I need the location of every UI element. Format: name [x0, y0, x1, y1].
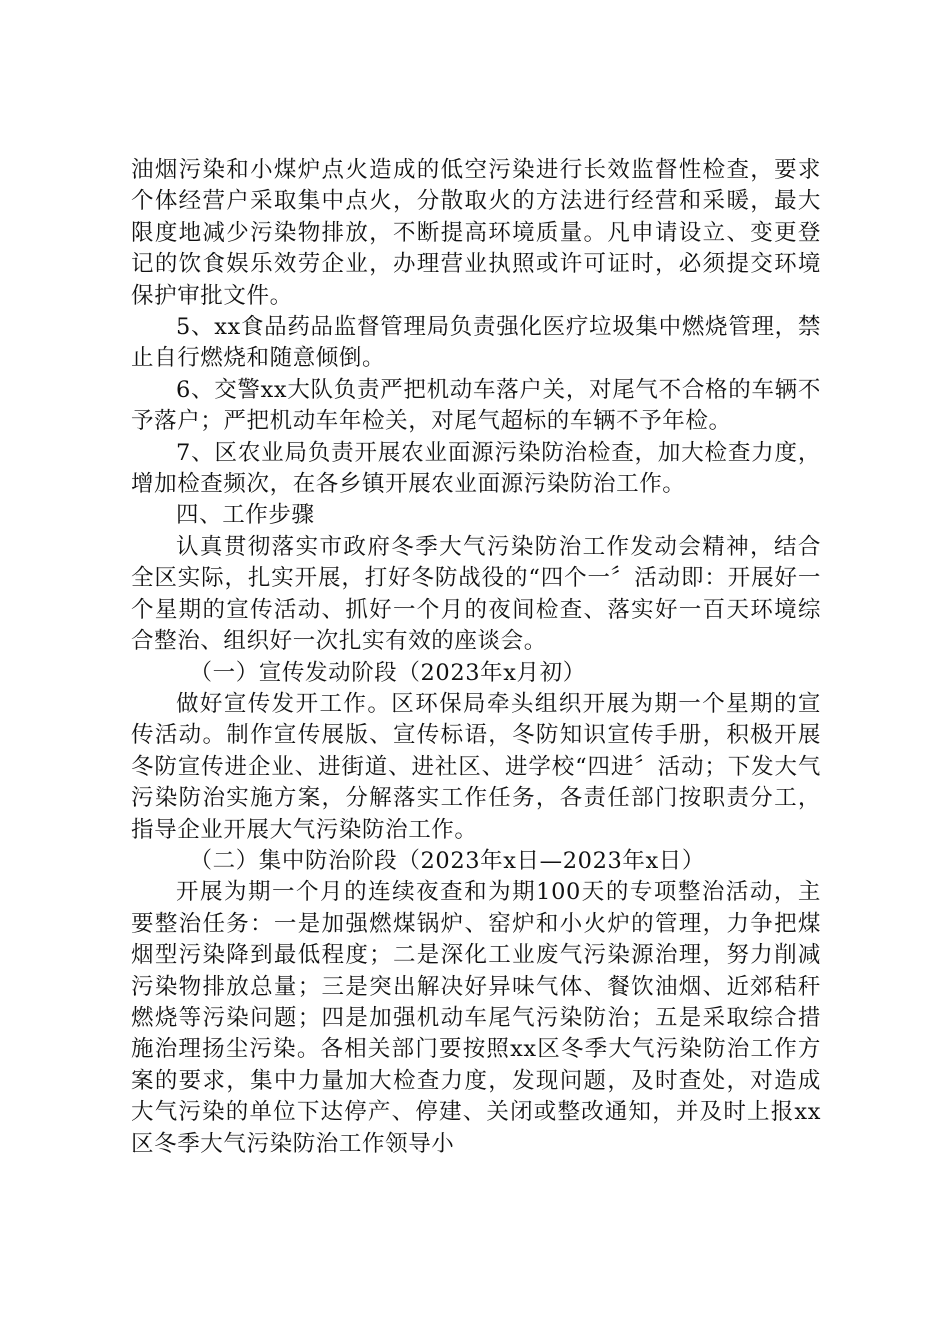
paragraph-work-steps: 认真贯彻落实市政府冬季大气污染防治工作发动会精神，结合全区实际，扎实开展，打好冬防战役的“四个一〞活动即：开展好一个星期的宣传活动、抓好一个月的夜间检查、落实好一百天环境综合整治、组织好一次扎实有效的座谈会。 — [131, 533, 821, 655]
paragraph-item-5: 5、xx食品药品监督管理局负责强化医疗垃圾集中燃烧管理，禁止自行燃烧和随意倾倒。 — [131, 314, 821, 372]
paragraph-item-7: 7、区农业局负责开展农业面源污染防治检查，加大检查力度，增加检查频次，在各乡镇开展农业面源污染防治工作。 — [131, 439, 821, 498]
paragraph-continuation: 油烟污染和小煤炉点火造成的低空污染进行长效监督性检查，要求个体经营户采取集中点火，分散取火的方法进行经营和采暖，最大限度地减少污染物排放，不断提高环境质量。凡申请设立、变更登记的饮食娱乐效劳企业，办理营业执照或许可证时，必须提交环境保护审批文件。 — [131, 157, 821, 309]
section-heading-work-steps: 四、工作步骤 — [176, 502, 315, 529]
paragraph-item-6: 6、交警xx大队负责严把机动车落户关，对尾气不合格的车辆不予落户；严把机动车年检关，对尾气超标的车辆不予年检。 — [131, 376, 821, 435]
paragraph-publicity-stage: 做好宣传发开工作。区环保局牵头组织开展为期一个星期的宣传活动。制作宣传展版、宣传标语，冬防知识宣传手册，积极开展冬防宣传进企业、进街道、进社区、进学校“四进〞活动；下发大气污染防治实施方案，分解落实工作任务，各责任部门按职责分工，指导企业开展大气污染防治工作。 — [131, 690, 821, 843]
subheading-publicity-stage: （一）宣传发动阶段（2023年x月初） — [189, 659, 586, 686]
subheading-concentrated-stage: （二）集中防治阶段（2023年x日—2023年x日） — [189, 847, 706, 874]
paragraph-concentrated-stage: 开展为期一个月的连续夜查和为期100天的专项整治活动，主要整治任务：一是加强燃煤锅炉、窑炉和小火炉的管理，力争把煤烟型污染降到最低程度；二是深化工业废气污染源治理，努力削减污染物排放总量；三是突出解决好异味气体、餐饮油烟、近郊秸秆燃烧等污染问题；四是加强机动车尾气污染防治；五是采取综合措施治理扬尘污染。各相关部门要按照xx区冬季大气污染防治工作方案的要求，集中力量加大检查力度，发现问题，及时查处，对造成大气污染的单位下达停产、停建、关闭或整改通知，并及时上报xx区冬季大气污染防治工作领导小 — [131, 879, 821, 1157]
document-body — [131, 155, 821, 1160]
